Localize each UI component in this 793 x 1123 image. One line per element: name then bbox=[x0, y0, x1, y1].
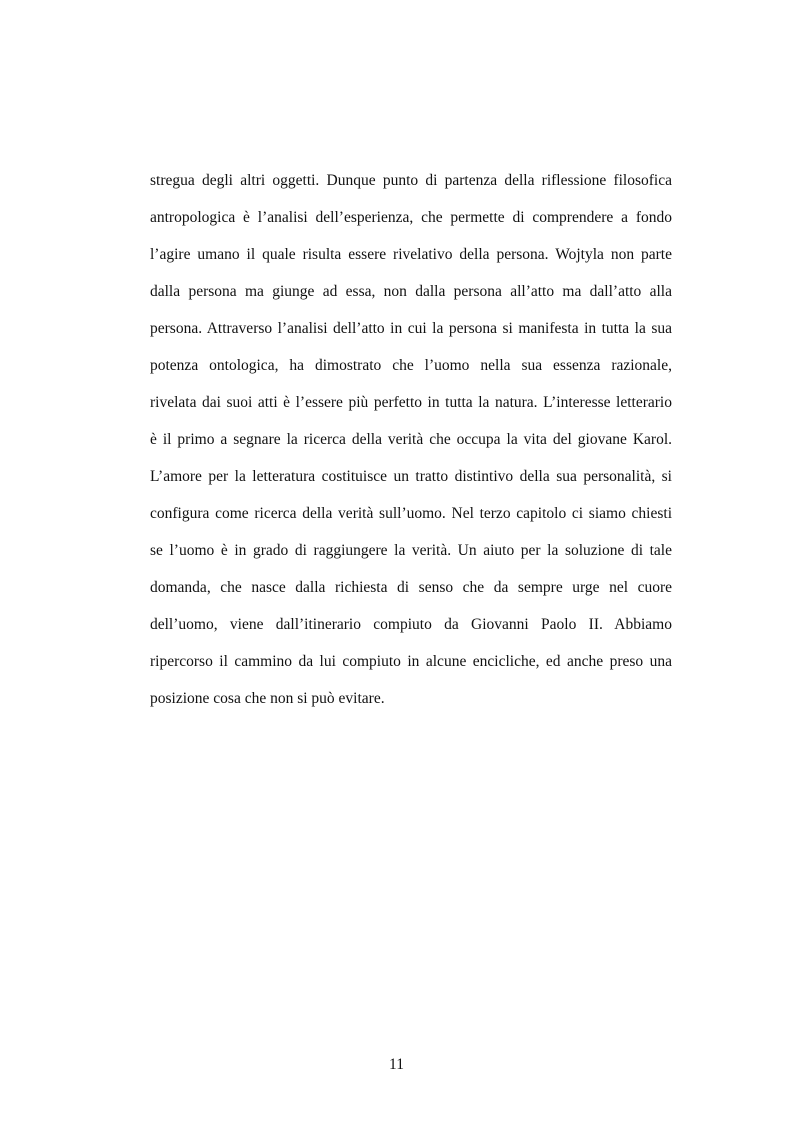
text-line: rivelata dai suoi atti è l’essere più perfetto in tutta la natura. L’interesse letterario bbox=[150, 394, 672, 411]
text-line: potenza ontologica, ha dimostrato che l’uomo nella sua essenza razionale, bbox=[150, 357, 672, 374]
body-paragraph bbox=[150, 166, 672, 721]
text-line: è il primo a segnare la ricerca della verità che occupa la vita del giovane Karol. bbox=[150, 431, 672, 448]
text-line: persona. Attraverso l’analisi dell’atto in cui la persona si manifesta in tutta la sua bbox=[150, 320, 672, 337]
page-number: 11 bbox=[389, 1056, 404, 1073]
text-line: se l’uomo è in grado di raggiungere la verità. Un aiuto per la soluzione di tale bbox=[150, 542, 672, 559]
text-line: l’agire umano il quale risulta essere rivelativo della persona. Wojtyla non parte bbox=[150, 246, 672, 263]
text-line: configura come ricerca della verità sull’uomo. Nel terzo capitolo ci siamo chiesti bbox=[150, 505, 672, 522]
text-line: L’amore per la letteratura costituisce un tratto distintivo della sua personalità, si bbox=[150, 468, 672, 485]
text-line: posizione cosa che non si può evitare. bbox=[150, 690, 385, 707]
text-line: antropologica è l’analisi dell’esperienza, che permette di comprendere a fondo bbox=[150, 209, 672, 226]
text-line: dalla persona ma giunge ad essa, non dalla persona all’atto ma dall’atto alla bbox=[150, 283, 672, 300]
text-line: ripercorso il cammino da lui compiuto in alcune encicliche, ed anche preso una bbox=[150, 653, 672, 670]
text-line: dell’uomo, viene dall’itinerario compiuto da Giovanni Paolo II. Abbiamo bbox=[150, 616, 672, 633]
text-line: stregua degli altri oggetti. Dunque punto di partenza della riflessione filosofica bbox=[150, 172, 672, 189]
text-line: domanda, che nasce dalla richiesta di senso che da sempre urge nel cuore bbox=[150, 579, 672, 596]
